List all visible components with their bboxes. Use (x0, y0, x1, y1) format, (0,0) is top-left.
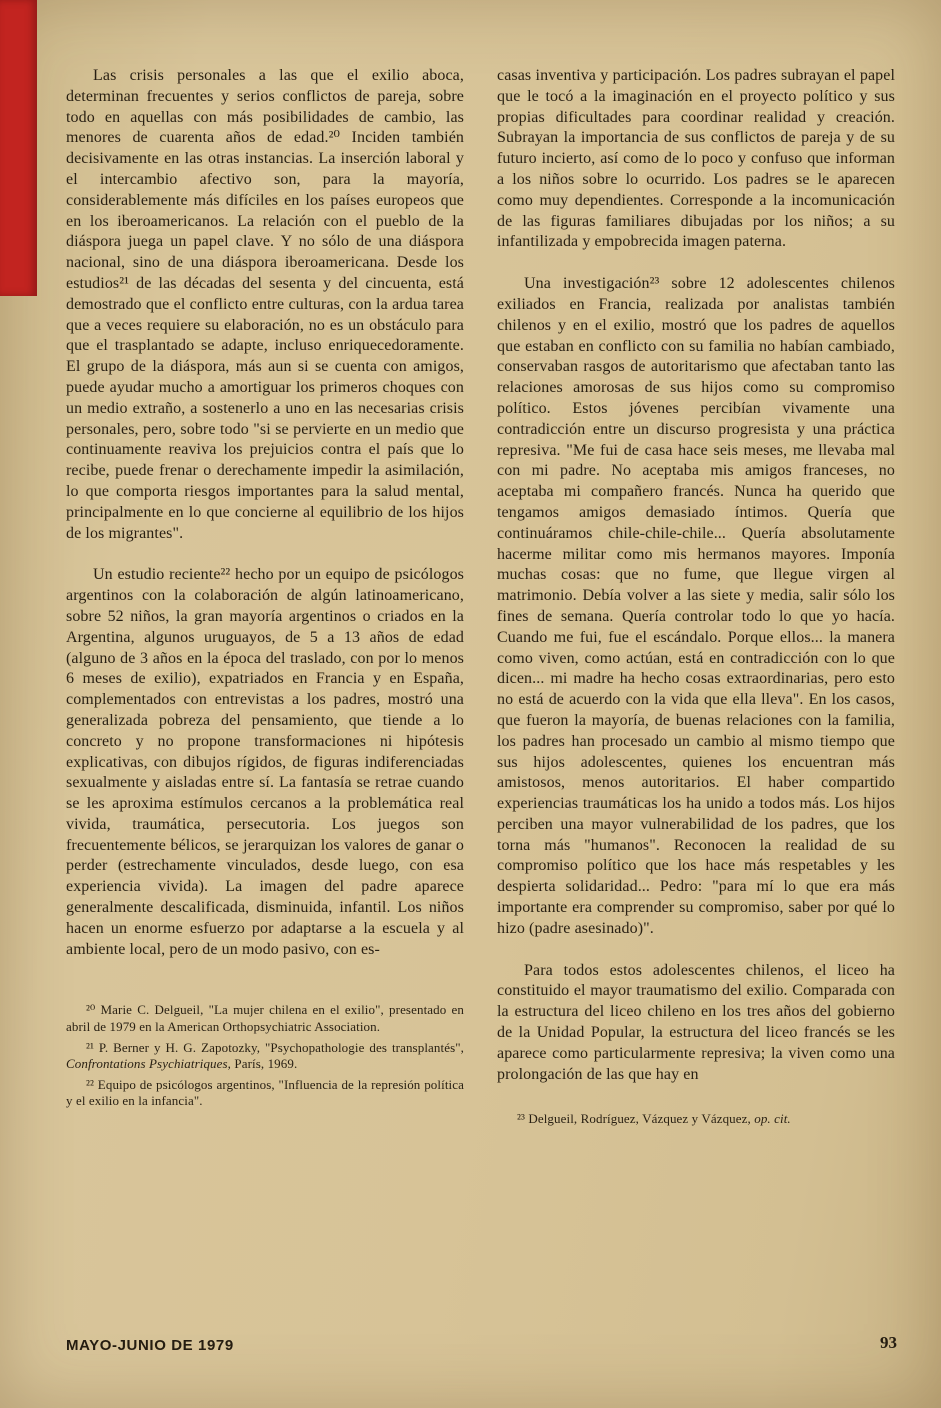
page-number: 93 (880, 1333, 897, 1352)
footnote-23-text: ²³ Delgueil, Rodríguez, Vázquez y Vázquez, (517, 1111, 755, 1127)
footnote-21-text: ²¹ P. Berner y H. G. Zapotozky, "Psychopathologie des transplantés", (86, 1039, 464, 1055)
red-edge-mark (0, 0, 37, 296)
paragraph: casas inventiva y participación. Los padres subrayan el papel que le tocó a la imaginación en el proyecto político y sus propias dificultades para coordinar realidad y creación. Subrayan la importancia de sus conflictos de pareja y de su futuro incierto, así como de lo poco y confuso que informan a los niños sobre lo ocurrido. Los padres se le aparecen como muy dependientes. Corresponde a la incomunicación de las figuras familiares dibujadas por los niños; a su infantilizada y empobrecida imagen paterna. (497, 67, 895, 251)
paragraph: Las crisis personales a las que el exilio aboca, determinan frecuentes y serios conflictos de pareja, sobre todo en aquellas con más posibilidades de cambio, las menores de cuarenta años de edad.²⁰ Inciden también decisivamente en las otras instancias. La inserción laboral y el intercambio afectivo son, para la mayoría, considerablemente más difíciles en los países europeos que en los iberoamericanos. La relación con el pueblo de la diáspora juega un papel clave. Y no sólo de una diáspora nacional, sino de una diáspora iberoamericana. Desde los estudios²¹ de las décadas del sesenta y del cincuenta, está demostrado que el conflicto entre culturas, con la ardua tarea que a veces requiere su elaboración, no es un obstáculo para que el trasplantado se adapte, incluso enriquecedoramente. El grupo de la diáspora, más aun si se cuenta con amigos, puede ayudar mucho a amortiguar los primeros choques con un medio extraño, a sostenerlo a uno en las necesarias crisis personales, pero, sobre todo "si se pervierte en un medio que continuamente reaviva los prejuicios contra el país que lo recibe, puede frenar o derechamente impedir la asimilación, lo que comporta riesgos importantes para la salud mental, principalmente en lo que concierne al equilibrio de los hijos de los migrantes". (66, 67, 464, 542)
left-column (66, 66, 464, 1110)
footnotes-right (497, 1111, 895, 1128)
journal-date: MAYO-JUNIO DE 1979 (66, 1337, 234, 1354)
footnote-22: ²² Equipo de psicólogos argentinos, "Influencia de la represión política y el exilio en la infancia". (66, 1076, 464, 1109)
paragraph: Una investigación²³ sobre 12 adolescentes chilenos exiliados en Francia, realizada por analistas también chilenos y en el exilio, mostró que los padres de aquellos que estaban en conflicto con su familia no habían cambiado, conservaban rasgos de autoritarismo que afectaban tanto las relaciones amorosas de sus hijos como su compromiso político. Estos jóvenes percibían vivamente una contradicción entre un discurso progresista y una práctica represiva. "Me fui de casa hace seis meses, me llevaba mal con mi padre. No aceptaba mis amigos franceses, no aceptaba mi compañero francés. Nunca ha querido que tengamos amigos demasiado íntimos. Quería que continuáramos chile-chile-chile... Quería absolutamente hacerme militar como mis hermanos mayores. Imponía muchas cosas: que no fume, que llegue virgen al matrimonio. Debía volver a las siete y media, salir sólo los fines de semana. Quería controlar todo lo que yo hacía. Cuando me fui, fue el escándalo. Porque ellos... la manera como viven, como actúan, está en contradicción con lo que dicen... mi madre ha hecho cosas extraordinarias, pero esto no está de acuerdo con la vida que ella lleva". En los casos, que fueron la mayoría, de buenas relaciones con la familia, los padres han procesado un cambio al mismo tiempo que sus hijos adolescentes, quienes los encuentran más amistosos, menos autoritarios. El haber compartido experiencias traumáticas los ha unido a todos más. Los hijos perciben una mayor vulnerabilidad de los padres, que los torna más "humanos". Reconocen la realidad de su compromiso político que los hace más respetables y les despierta solidaridad... Pedro: "para mí lo que era más importante era comprender su compromiso, saber por qué lo hizo (padre asesinado)". (497, 275, 895, 937)
footnote-23 (497, 1111, 895, 1128)
right-column (497, 66, 895, 1128)
footnote-21 (66, 1040, 464, 1073)
footnote-21-italic: Confrontations Psychiatriques, (66, 1056, 232, 1072)
footnotes-left (66, 1002, 464, 1110)
paragraph: Un estudio reciente²² hecho por un equipo de psicólogos argentinos con la colaboración de algún latinoamericano, sobre 52 niños, la gran mayoría argentinos o criados en la Argentina, algunos uruguayos, de 5 a 13 años de edad (alguno de 3 años en la época del traslado, con por lo menos 6 meses de exilio), expatriados en Francia y en España, complementados con entrevistas a los padres, mostró una generalizada pobreza del pensamiento, que tiende a lo concreto y no propone transformaciones ni hipótesis explicativas, con dibujos rígidos, de figuras indiferenciadas sexualmente y aisladas entre sí. La fantasía se retrae cuando se les aproxima estímulos cercanos a la problemática real vivida, traumática, persecutoria. Los juegos son frecuentemente bélicos, se jerarquizan los valores de ganar o perder (estrechamente vinculados, desde luego, con esa experiencia vivida). La imagen del padre aparece generalmente descalificada, disminuida, infantil. Los niños hacen un enorme esfuerzo por adaptarse a la escuela y al ambiente local, pero de un modo pasivo, con es- (66, 566, 464, 958)
paragraph: Para todos estos adolescentes chilenos, el liceo ha constituido el mayor traumatismo del exilio. Comparada con la estructura del liceo chileno en los tres años del gobierno de la Unidad Popular, la estructura del liceo francés se les aparece como particularmente represiva; la viven como una prolongación de las que hay en (497, 961, 895, 1083)
footnote-23-italic: op. cit. (754, 1111, 791, 1127)
footnote-20: ²⁰ Marie C. Delgueil, "La mujer chilena en el exilio", presentado en abril de 1979 en la American Orthopsychiatric Association. (66, 1002, 464, 1035)
footnote-21-tail: París, 1969. (231, 1056, 298, 1072)
